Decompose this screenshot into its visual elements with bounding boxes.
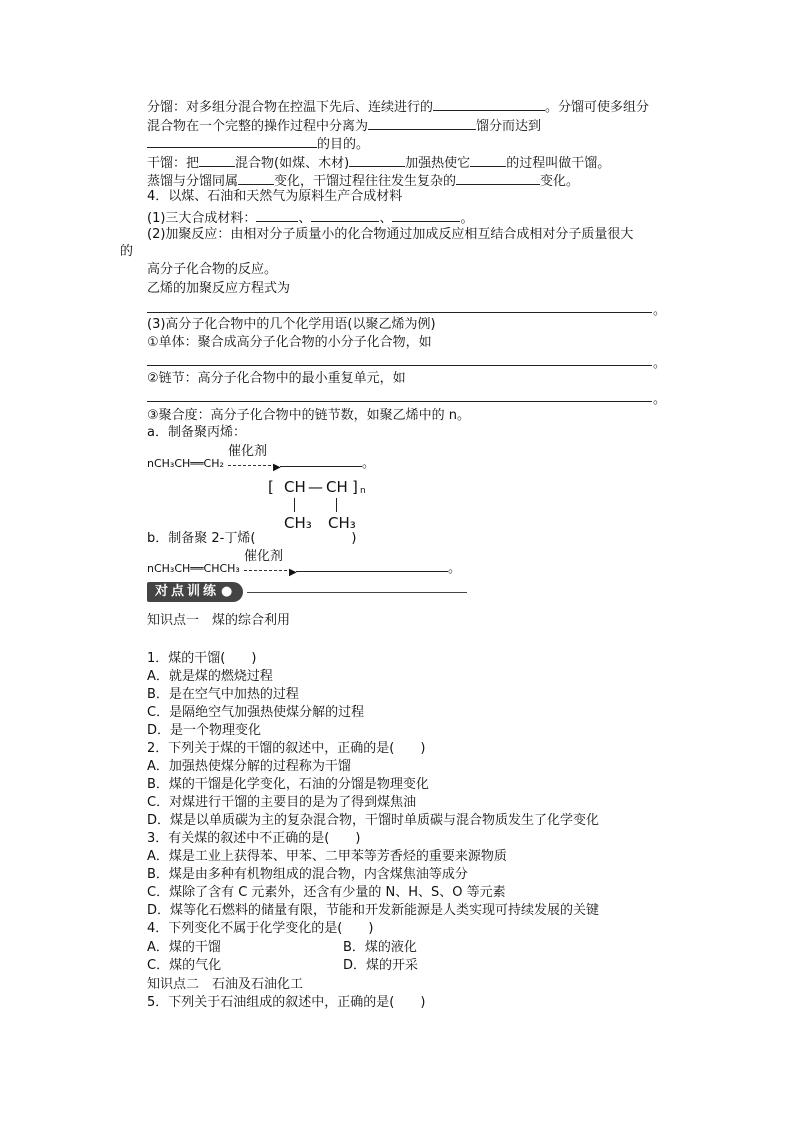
bond-line: [336, 498, 337, 512]
option-line: C．对煤进行干馏的主要目的是为了得到煤焦油: [147, 795, 417, 810]
question-line: 4．下列变化不属于化学变化的是( ): [147, 921, 374, 936]
text-line: 干馏：把 混合物(如煤、木材) 加强热使它 的过程叫做干馏。: [147, 152, 610, 173]
fill-blank[interactable]: [456, 170, 540, 185]
option-line: C．煤除了含有 C 元素外，还含有少量的 N、H、S、O 等元素: [147, 885, 506, 900]
option-line: B．是在空气中加热的过程: [147, 687, 299, 702]
option-line: D．煤是以单质碳为主的复杂混合物，干馏时单质碳与混合物质发生了化学变化: [147, 813, 600, 828]
option-line: D．是一个物理变化: [147, 723, 262, 738]
option-line: A．煤是工业上获得苯、甲苯、二甲苯等芳香烃的重要来源物质: [147, 849, 507, 864]
section-header: [147, 582, 467, 602]
text-line: 高分子化合物的反应。: [147, 262, 278, 277]
fill-blank[interactable]: [238, 170, 274, 185]
text-line: 乙烯的加聚反应方程式为: [147, 281, 291, 296]
question-line: 3．有关煤的叙述中不正确的是( ): [147, 831, 361, 846]
arrow-head-icon: ▶: [273, 462, 281, 473]
reaction-b: nCH₃CH══CHCH₃ 催化剂 ▶ 。: [147, 557, 461, 578]
period: 。: [653, 356, 667, 371]
answer-line[interactable]: [147, 401, 652, 402]
option-line: A．加强热使煤分解的过程称为干馏: [147, 759, 351, 774]
text-line: (2)加聚反应：由相对分子质量小的化合物通过加成反应相互结合成相对分子质量很大: [147, 227, 634, 242]
polymer-structure: [ CH — CH ] n CH₃ CH₃: [268, 478, 366, 532]
reaction-a: nCH₃CH══CH₂ 催化剂 ▶ 。: [147, 452, 375, 473]
period: 。: [653, 303, 667, 318]
option-line: C．煤的气化: [147, 958, 222, 973]
text-line: 分馏：对多组分混合物在控温下先后、连续进行的 。分馏可使多组分: [147, 96, 649, 117]
text-line: 的目的。: [147, 133, 369, 154]
catalyst-arrow: 催化剂 ▶: [228, 455, 280, 473]
text-line: (1)三大合成材料： 、 、 。: [147, 207, 473, 228]
knowledge-point-title: 知识点一 煤的综合利用: [147, 613, 291, 628]
catalyst-arrow: 催化剂 ▶: [244, 560, 296, 578]
fill-blank[interactable]: [147, 133, 317, 148]
text-line: ②链节：高分子化合物中的最小重复单元，如: [147, 371, 406, 386]
text-line: 的: [120, 244, 134, 259]
text-line: 4．以煤、石油和天然气为原料生产合成材料: [147, 189, 403, 204]
period: 。: [653, 392, 667, 407]
option-line: A．煤的干馏: [147, 940, 221, 955]
text-line: (3)高分子化合物中的几个化学用语(以聚乙烯为例): [147, 317, 436, 332]
option-line: A．就是煤的燃烧过程: [147, 669, 273, 684]
option-line: B．煤的液化: [343, 940, 417, 955]
question-line: 1．煤的干馏( ): [147, 651, 257, 666]
section-title: 对点训练 ●: [147, 582, 243, 602]
bond-line: [294, 498, 295, 512]
fill-blank[interactable]: [296, 557, 448, 572]
answer-line[interactable]: [147, 312, 652, 313]
text-line: a．制备聚丙烯：: [147, 425, 246, 440]
text-line: 混合物在一个完整的操作过程中分离为 馏分而达到: [147, 115, 541, 136]
fill-blank[interactable]: [392, 207, 460, 222]
arrow-head-icon: ▶: [289, 567, 297, 578]
fill-blank[interactable]: [256, 207, 298, 222]
question-line: 2．下列关于煤的干馏的叙述中，正确的是( ): [147, 741, 426, 756]
option-line: B．煤是由多种有机物组成的混合物，内含煤焦油等成分: [147, 867, 468, 882]
option-line: D．煤的开采: [343, 958, 419, 973]
fill-blank[interactable]: [199, 152, 235, 167]
fill-blank[interactable]: [311, 207, 379, 222]
knowledge-point-title: 知识点二 石油及石油化工: [147, 977, 304, 992]
question-line: 5．下列关于石油组成的叙述中，正确的是( ): [147, 995, 426, 1010]
option-line: D．煤等化石燃料的储量有限，节能和开发新能源是人类实现可持续发展的关键: [147, 903, 600, 918]
text-line: ①单体：聚合成高分子化合物的小分子化合物，如: [147, 335, 432, 350]
fill-blank[interactable]: [470, 152, 506, 167]
text-line: ③聚合度：高分子化合物中的链节数，如聚乙烯中的 n。: [147, 408, 471, 423]
fill-blank[interactable]: [368, 115, 476, 130]
option-line: B．煤的干馏是化学变化，石油的分馏是物理变化: [147, 777, 429, 792]
option-line: C．是隔绝空气加强热使煤分解的过程: [147, 705, 365, 720]
answer-line[interactable]: [147, 365, 652, 366]
bullet-dot-icon: ●: [221, 584, 236, 599]
text-line: 蒸馏与分馏同属 变化，干馏过程往往发生复杂的 变化。: [147, 170, 579, 191]
fill-blank[interactable]: [433, 96, 545, 111]
fill-blank[interactable]: [280, 452, 362, 467]
text-line: b．制备聚 2-丁烯( ): [147, 531, 357, 546]
fill-blank[interactable]: [349, 152, 405, 167]
